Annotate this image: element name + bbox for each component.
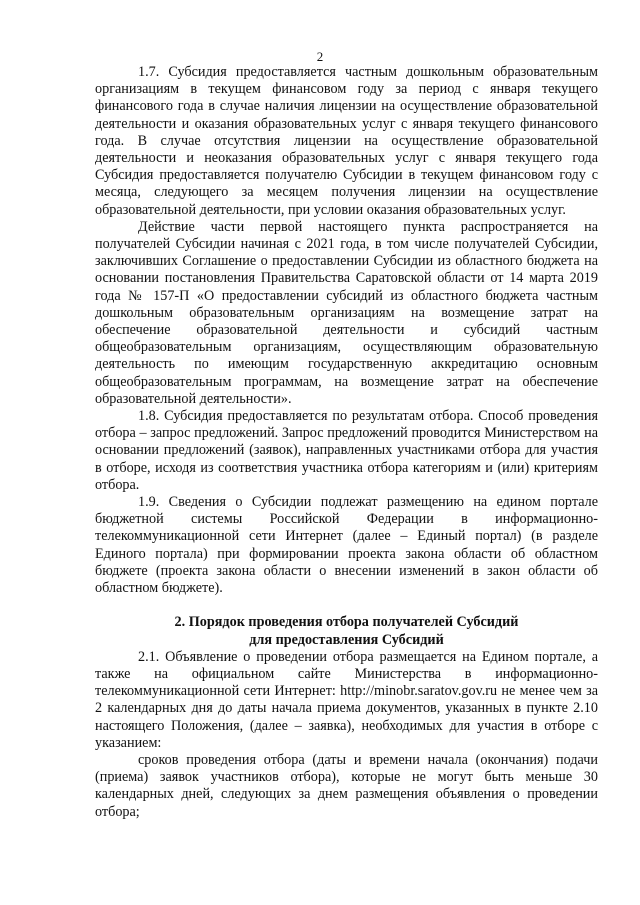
paragraph-1-7: 1.7. Субсидия предоставляется частным дошкольным образовательным организациям в текущем финансовом году за период с января текущего финансового года в случае наличия лицензии на осуществление образовательной деятельности и оказания образовательных услуг с января текущего финансового года. В случае отсутствия лицензии на осуществление образовательной деятельности и неоказания образовательных услуг с января текущего года Субсидия предоставляется получателю Субсидии в текущем финансовом году с месяца, следующего за месяцем получения лицензии на осуществление образовательной деятельности, при условии оказания образовательных услуг. — [95, 64, 598, 218]
section-heading-line-2: для предоставления Субсидий — [249, 631, 444, 648]
paragraph-1-8: 1.8. Субсидия предоставляется по результатам отбора. Способ проведения отбора – запрос предложений. Запрос предложений проводится Министерством на основании предложений (заявок), направленных участниками отбора для участия в отборе, исходя из соответствия участника отбора категориям и (или) критериям отбора. — [95, 408, 598, 493]
section-heading-line-1: 2. Порядок проведения отбора получателей Субсидий — [174, 614, 519, 631]
paragraph-2-1: 2.1. Объявление о проведении отбора размещается на Едином портале, а также на официальном сайте Министерства в информационно-телекоммуникационной сети Интернет: http://minobr.saratov.gov.ru не менее чем за 2 календарных дня до даты начала приема документов, указанных в пункте 2.10 настоящего Положения, (далее – заявка), необходимых для участия в отборе с указанием: — [95, 648, 598, 751]
section-heading — [95, 614, 598, 648]
document-body — [95, 64, 598, 821]
paragraph-1-9: 1.9. Сведения о Субсидии подлежат размещению на едином портале бюджетной системы Российской Федерации в информационно-телекоммуникационной сети Интернет (далее – Единый портал) (в разделе Единого портала) при формировании проекта закона области об областном бюджете (проекта закона области о внесении изменений в закон области об областном бюджете). — [95, 494, 598, 597]
paragraph-2-1-item-deadlines: сроков проведения отбора (даты и времени начала (окончания) подачи (приема) заявок участников отбора), которые не могут быть меньше 30 календарных дней, следующих за днем размещения объявления о проведении отбора; — [95, 751, 598, 820]
page-number: 2 — [316, 49, 324, 64]
paragraph-1-7-part-two: Действие части первой настоящего пункта распространяется на получателей Субсидии начиная с 2021 года, в том числе получателей Субсидии, заключивших Соглашение о предоставлении Субсидии из областного бюджета на основании постановления Правительства Саратовской области от 14 марта 2019 года № 157-П «О предоставлении субсидий из областного бюджета частным дошкольным образовательным организациям на возмещение затрат на обеспечение образовательной деятельности и субсидий частным общеобразовательным организациям, осуществляющим образовательную деятельность по имеющим государственную аккредитацию основным общеобразовательным программам, на возмещение затрат на обеспечение образовательной деятельности». — [95, 218, 598, 407]
